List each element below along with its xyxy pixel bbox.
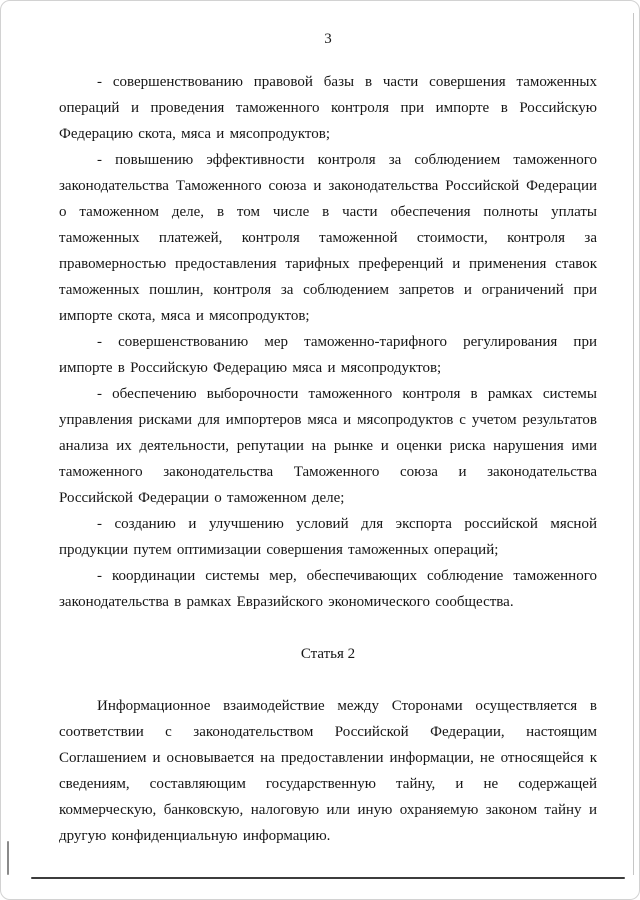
paragraph-information-exchange: Информационное взаимодействие между Сторонами осуществляется в соответствии с законодательством Российской Федерации, настоящим Соглашением и основывается на предоставлении информации, не относящейся к сведениям, составляющим государственную тайну, и не содержащей коммерческую, банковскую, налоговую или иную охраняемую законом тайну и другую конфиденциальную информацию. (59, 698, 597, 844)
paragraph-tariff-base: - совершенствованию правовой базы в части совершения таможенных операций и проведения таможенного контроля при импорте в Российскую Федерацию скота, мяса и мясопродуктов; (59, 74, 597, 142)
article-heading: Статья 2 (300, 646, 356, 662)
paragraph-control-effectiveness: - повышению эффективности контроля за соблюдением таможенного законодательства Таможенного союза и законодательства Российской Федерации о таможенном деле, в том числе в части обеспечения полноты уплаты таможенных платежей, контроля таможенной стоимости, контроля за правомерностью предоставления тарифных преференций и применения ставок таможенных пошлин, контроля за соблюдением запретов и ограничений при импорте скота, мяса и мясопродуктов; (59, 152, 597, 324)
scan-edge-bottom-line (31, 877, 625, 879)
paragraph-export-conditions: - созданию и улучшению условий для экспорта российской мясной продукции путем оптимизации совершения таможенных операций; (59, 516, 597, 558)
page-number: 3 (324, 31, 332, 47)
paragraph-tariff-regulation: - совершенствованию мер таможенно-тарифного регулирования при импорте в Российскую Федерацию мяса и мясопродуктов; (59, 334, 597, 376)
scan-edge-right-line (633, 13, 634, 875)
paragraph-selective-control: - обеспечению выборочности таможенного контроля в рамках системы управления рисками для импортеров мяса и мясопродуктов с учетом результатов анализа их деятельности, репутации на рынке и оценки риска нарушения ими таможенного законодательства Таможенного союза и законодательства Российской Федерации о таможенном деле; (59, 386, 597, 506)
paragraph-coordination: - координации системы мер, обеспечивающих соблюдение таможенного законодательства в рамках Евразийского экономического сообщества. (59, 568, 597, 610)
scan-edge-left-mark (7, 841, 9, 875)
